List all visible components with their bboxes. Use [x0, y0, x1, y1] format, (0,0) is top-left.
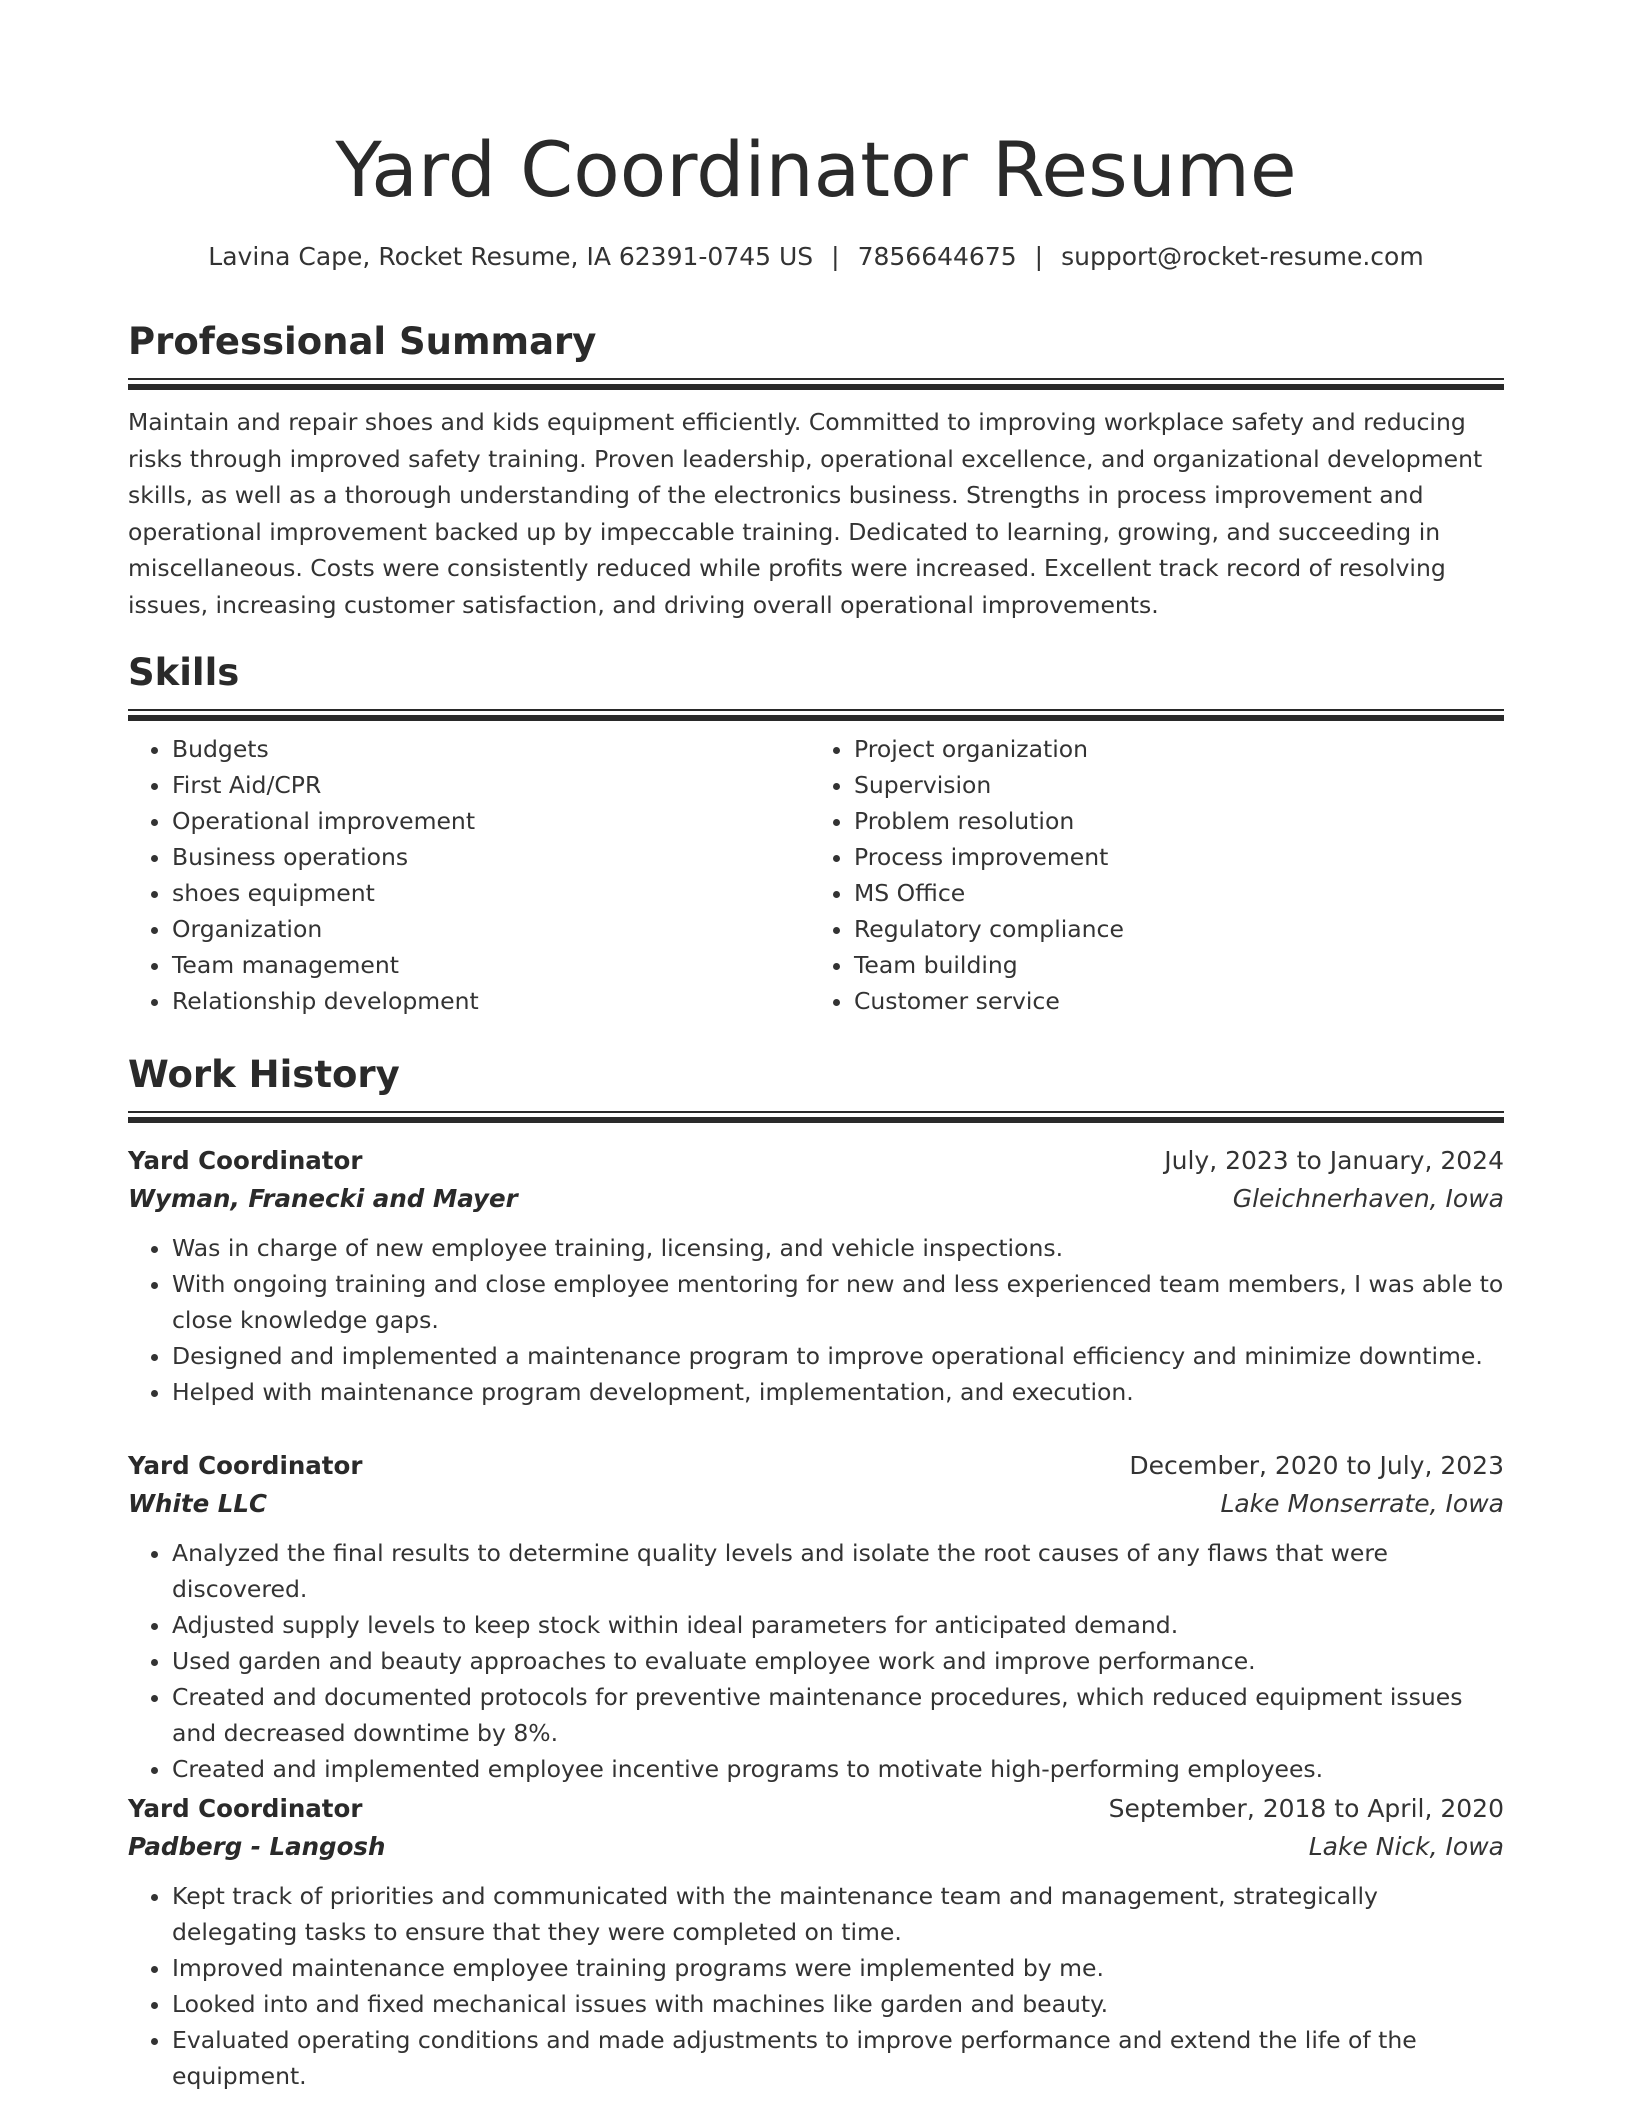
contact-line — [128, 240, 1504, 274]
skill-item: • First Aid/CPR — [172, 767, 822, 803]
job-location: Lake Monserrate, Iowa — [1220, 1489, 1504, 1518]
section-divider — [128, 1111, 1504, 1123]
summary-section — [128, 318, 1504, 623]
job-title: Yard Coordinator — [128, 1794, 363, 1823]
page-title: Yard Coordinator Resume — [335, 125, 1297, 214]
skill-item: • Operational improvement — [172, 803, 822, 839]
job-subheader — [128, 1828, 1504, 1866]
job-bullet: • Looked into and fixed mechanical issues with machines like garden and beauty. — [172, 1986, 1504, 2022]
skills-list-right — [822, 731, 1504, 1019]
contact-separator: | — [1034, 242, 1044, 271]
summary-heading: Professional Summary — [128, 320, 597, 363]
job-dates: July, 2023 to January, 2024 — [1164, 1146, 1504, 1175]
skills-list-left — [128, 731, 822, 1019]
skill-item: • Project organization — [854, 731, 1504, 767]
job-company: Wyman, Franecki and Mayer — [128, 1184, 518, 1213]
job-bullets — [128, 1535, 1504, 1787]
job-bullet: • Improved maintenance employee training programs were implemented by me. — [172, 1950, 1504, 1986]
job-subheader — [128, 1180, 1504, 1218]
work-history-heading: Work History — [128, 1053, 400, 1096]
job-bullet: • Used garden and beauty approaches to evaluate employee work and improve performance. — [172, 1643, 1504, 1679]
skills-heading: Skills — [128, 651, 240, 694]
job-bullet: • Helped with maintenance program development, implementation, and execution. — [172, 1374, 1504, 1410]
skills-section — [128, 649, 1504, 1019]
job-bullet: • Evaluated operating conditions and made adjustments to improve performance and extend the life of the equipment. — [172, 2022, 1504, 2094]
job-header — [128, 1790, 1504, 1828]
contact-separator: | — [831, 242, 840, 271]
work-history-section — [128, 1051, 1504, 1123]
job-bullet: • Created and implemented employee incentive programs to motivate high-performing employees. — [172, 1751, 1504, 1787]
contact-email: support@rocket-resume.com — [1061, 242, 1424, 271]
job-company: Padberg - Langosh — [128, 1832, 386, 1861]
skill-item: • Business operations — [172, 839, 822, 875]
summary-text: Maintain and repair shoes and kids equipment efficiently. Committed to improving workplace safety and reducing risks through improved safety training. Proven leadership, operational excellence, and organizational development skills, as well as a thorough understanding of the electronics business. Strengths in process improvement and operational improvement backed up by impeccable training. Dedicated to learning, growing, and succeeding in miscellaneous. Costs were consistently reduced while profits were increased. Excellent track record of resolving issues, increasing customer satisfaction, and driving overall operational improvements. — [128, 408, 1483, 619]
job-bullet: • Designed and implemented a maintenance program to improve operational efficiency and minimize downtime. — [172, 1338, 1504, 1374]
skill-item: • Team management — [172, 947, 822, 983]
skill-item: • Team building — [854, 947, 1504, 983]
job-dates: September, 2018 to April, 2020 — [1108, 1794, 1504, 1823]
skill-item: • Organization — [172, 911, 822, 947]
job-header — [128, 1142, 1504, 1180]
job-bullet: • Analyzed the final results to determine quality levels and isolate the root causes of any flaws that were discovered. — [172, 1535, 1504, 1607]
skill-item: • Customer service — [854, 983, 1504, 1019]
job-dates: December, 2020 to July, 2023 — [1129, 1451, 1504, 1480]
job-title: Yard Coordinator — [128, 1146, 363, 1175]
job-entry — [128, 1142, 1504, 1410]
section-divider — [128, 709, 1504, 721]
skill-item: • Relationship development — [172, 983, 822, 1019]
section-divider — [128, 378, 1504, 390]
skill-item: • Problem resolution — [854, 803, 1504, 839]
contact-phone: 7856644675 — [857, 242, 1017, 271]
skills-columns — [128, 731, 1504, 1019]
job-location: Lake Nick, Iowa — [1308, 1832, 1504, 1861]
job-entry — [128, 1790, 1504, 2094]
skill-item: • Supervision — [854, 767, 1504, 803]
job-location: Gleichnerhaven, Iowa — [1232, 1184, 1504, 1213]
job-bullets — [128, 1878, 1504, 2094]
job-entry — [128, 1447, 1504, 1787]
job-bullet: • With ongoing training and close employee mentoring for new and less experienced team members, I was able to close knowledge gaps. — [172, 1266, 1504, 1338]
skill-item: • Process improvement — [854, 839, 1504, 875]
job-title: Yard Coordinator — [128, 1451, 363, 1480]
job-bullet: • Adjusted supply levels to keep stock within ideal parameters for anticipated demand. — [172, 1607, 1504, 1643]
contact-address: Lavina Cape, Rocket Resume, IA 62391-0745 US — [208, 242, 814, 271]
job-bullets — [128, 1230, 1504, 1410]
job-bullet: • Kept track of priorities and communicated with the maintenance team and management, strategically delegating tasks to ensure that they were completed on time. — [172, 1878, 1504, 1950]
skill-item: • Regulatory compliance — [854, 911, 1504, 947]
job-company: White LLC — [128, 1489, 267, 1518]
job-bullet: • Was in charge of new employee training, licensing, and vehicle inspections. — [172, 1230, 1504, 1266]
job-bullet: • Created and documented protocols for preventive maintenance procedures, which reduced equipment issues and decreased downtime by 8%. — [172, 1679, 1504, 1751]
job-header — [128, 1447, 1504, 1485]
skill-item: • MS Office — [854, 875, 1504, 911]
job-subheader — [128, 1485, 1504, 1523]
skill-item: • shoes equipment — [172, 875, 822, 911]
skill-item: • Budgets — [172, 731, 822, 767]
